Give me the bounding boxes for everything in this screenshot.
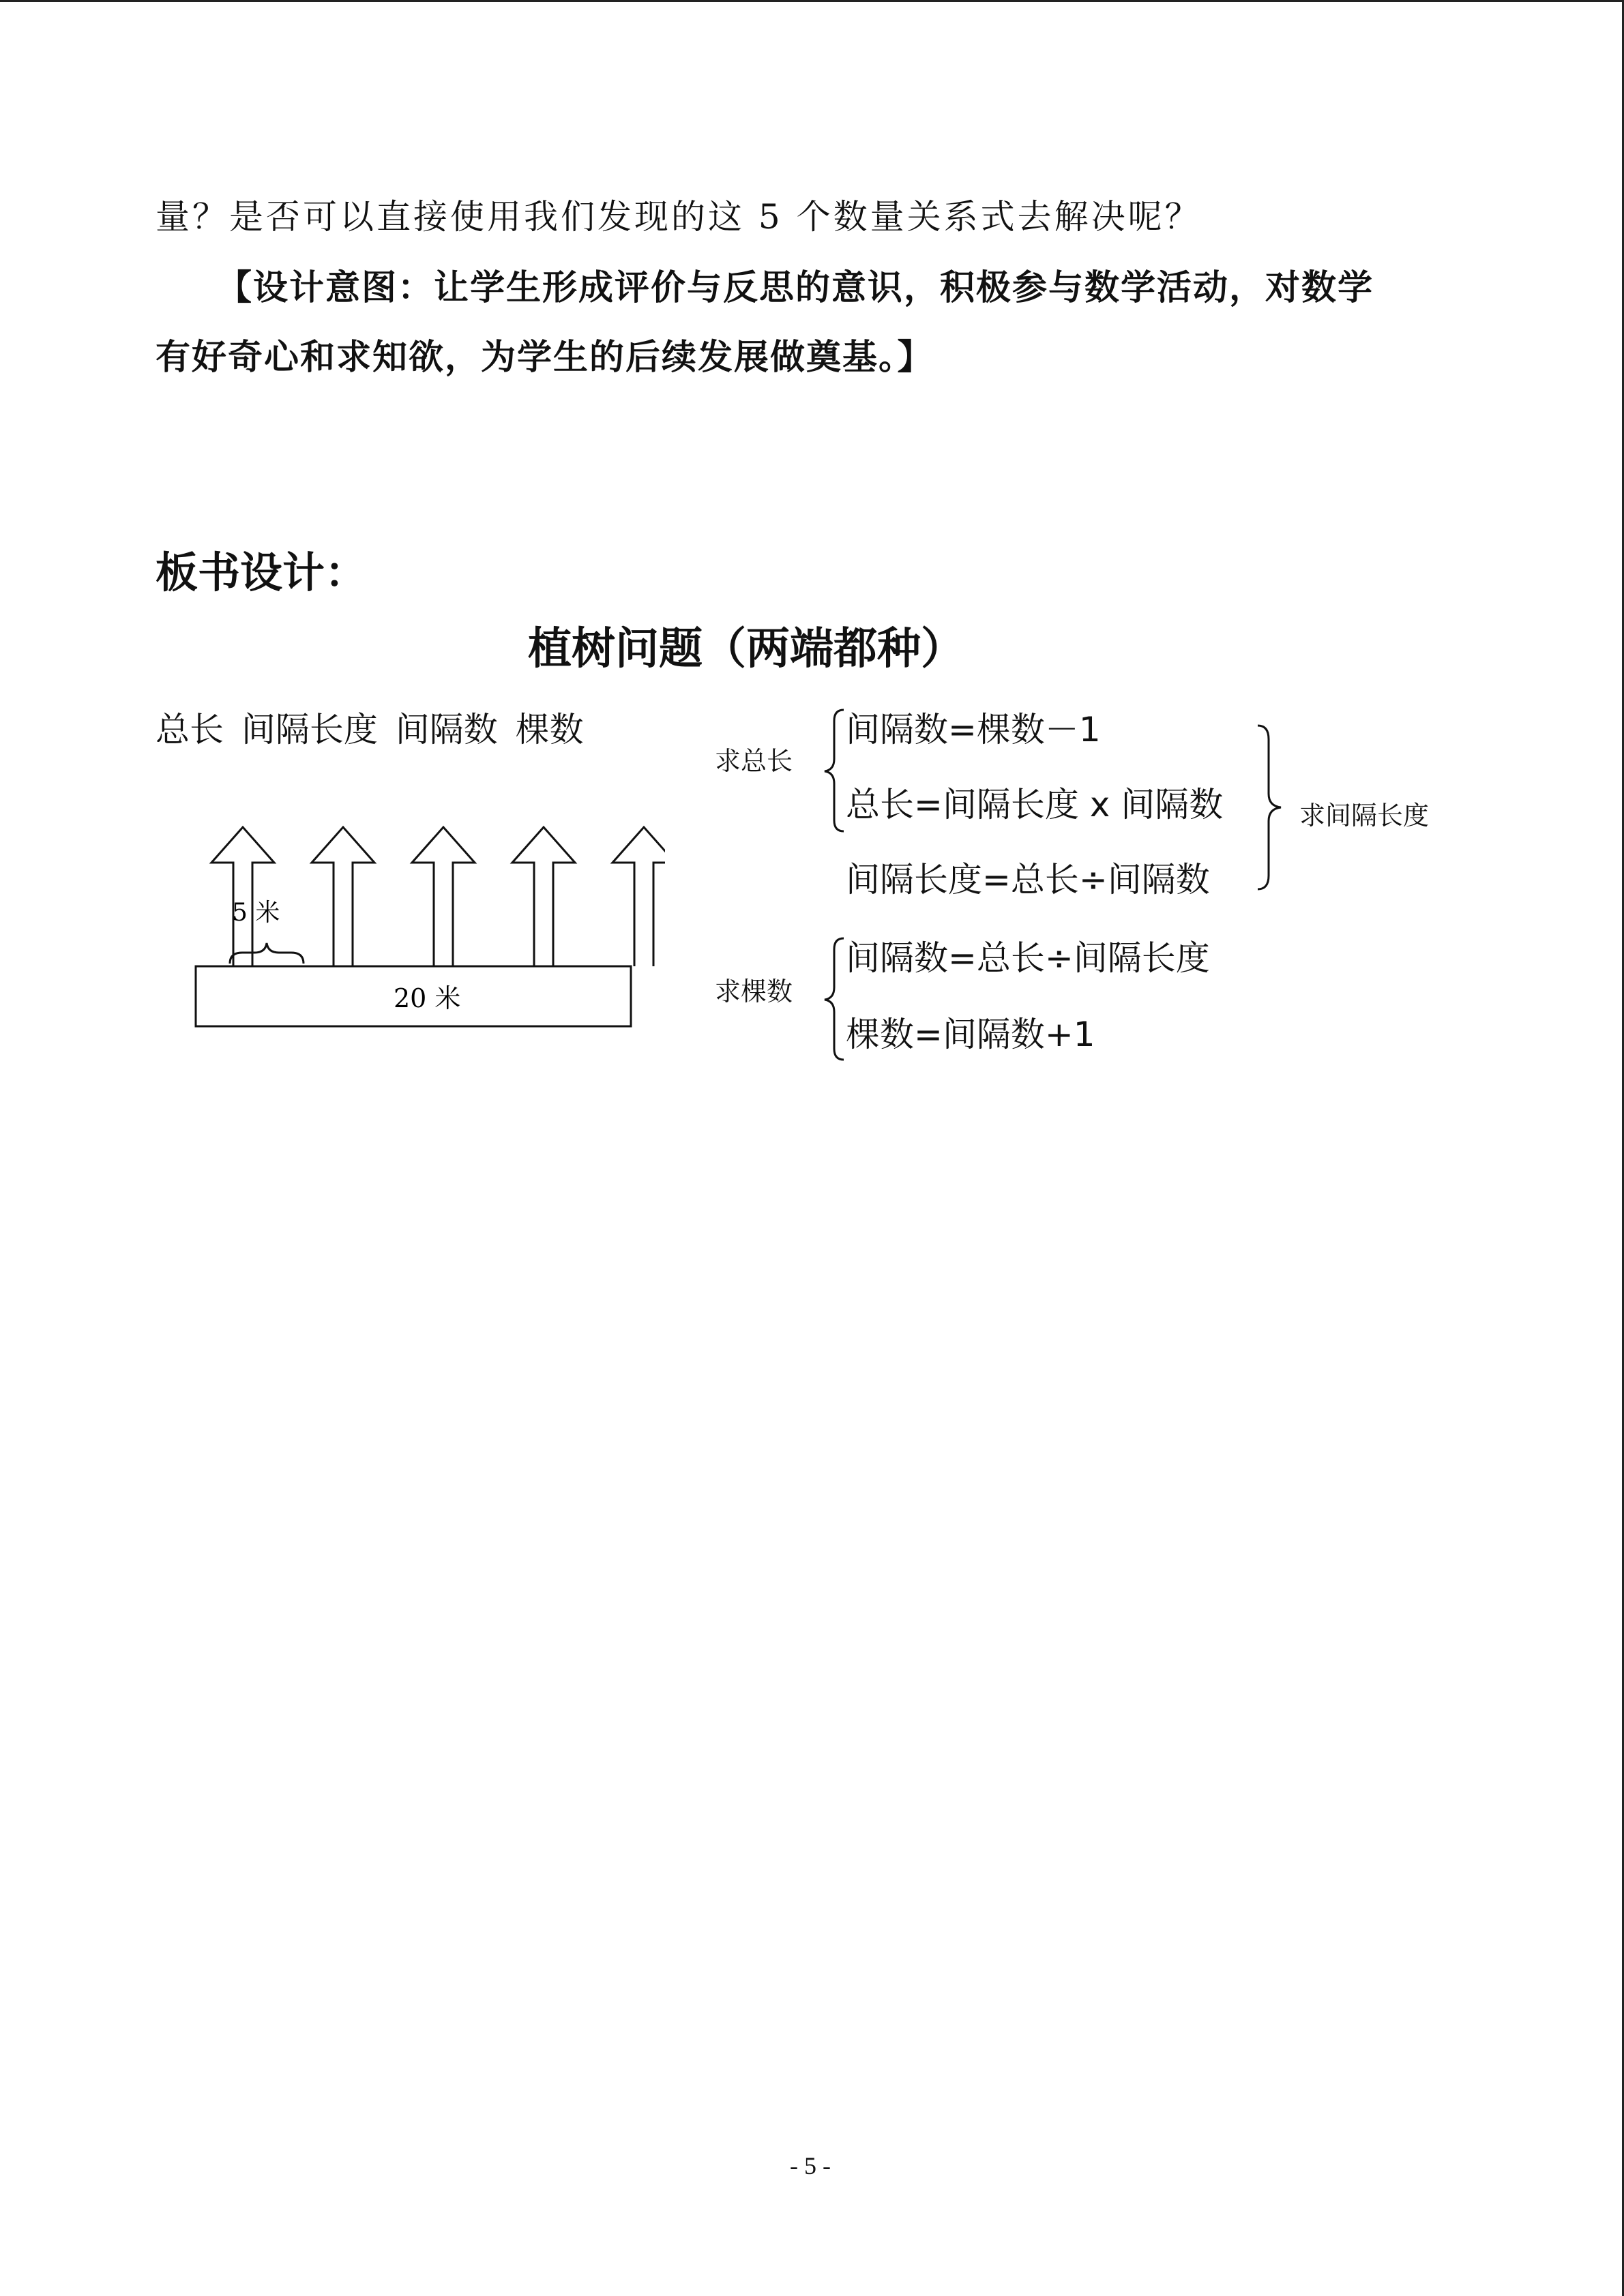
group-label-interval-length: 求间隔长度 (1299, 801, 1430, 831)
group-label-trees: 求棵数 (715, 976, 793, 1007)
board-title: 植树问题（两端都种） (528, 624, 964, 674)
left-brace-total (822, 706, 849, 835)
group-label-total: 求总长 (715, 746, 793, 776)
paragraph-line: 量？是否可以直接使用我们发现的这 5 个数量关系式去解决呢？ (156, 197, 1202, 237)
left-brace-trees (822, 934, 849, 1064)
section-heading: 板书设计： (156, 548, 368, 597)
interval-brace (230, 943, 304, 964)
page-number: - 5 - (790, 2152, 831, 2179)
tree-planting-diagram (174, 815, 665, 1040)
page-top-border (0, 0, 1624, 2)
formula-total-length: 总长=间隔长度 x 间隔数 (846, 785, 1224, 824)
total-length-label: 20 米 (394, 983, 461, 1013)
design-intent-line-1: 【设计意图：让学生形成评价与反思的意识，积极参与数学活动，对数学 (217, 268, 1374, 308)
tree-arrow (211, 827, 274, 966)
tree-arrows (211, 827, 665, 966)
right-brace-interval (1254, 721, 1288, 893)
tree-arrow (512, 827, 575, 966)
tree-arrow (312, 827, 374, 966)
tree-arrow (612, 827, 665, 966)
interval-label: 5 米 (232, 899, 280, 927)
formula-intervals-from-length: 间隔数=总长÷间隔长度 (846, 938, 1210, 978)
formula-tree-count: 棵数=间隔数+1 (846, 1015, 1095, 1054)
tree-arrow (412, 827, 475, 966)
design-intent-line-2: 有好奇心和求知欲，为学生的后续发展做奠基。】 (156, 338, 934, 378)
formula-interval-length: 间隔长度=总长÷间隔数 (846, 860, 1210, 899)
quantity-labels: 总长 间隔长度 间隔数 棵数 (156, 710, 584, 749)
formula-intervals-from-trees: 间隔数=棵数－1 (846, 710, 1101, 749)
